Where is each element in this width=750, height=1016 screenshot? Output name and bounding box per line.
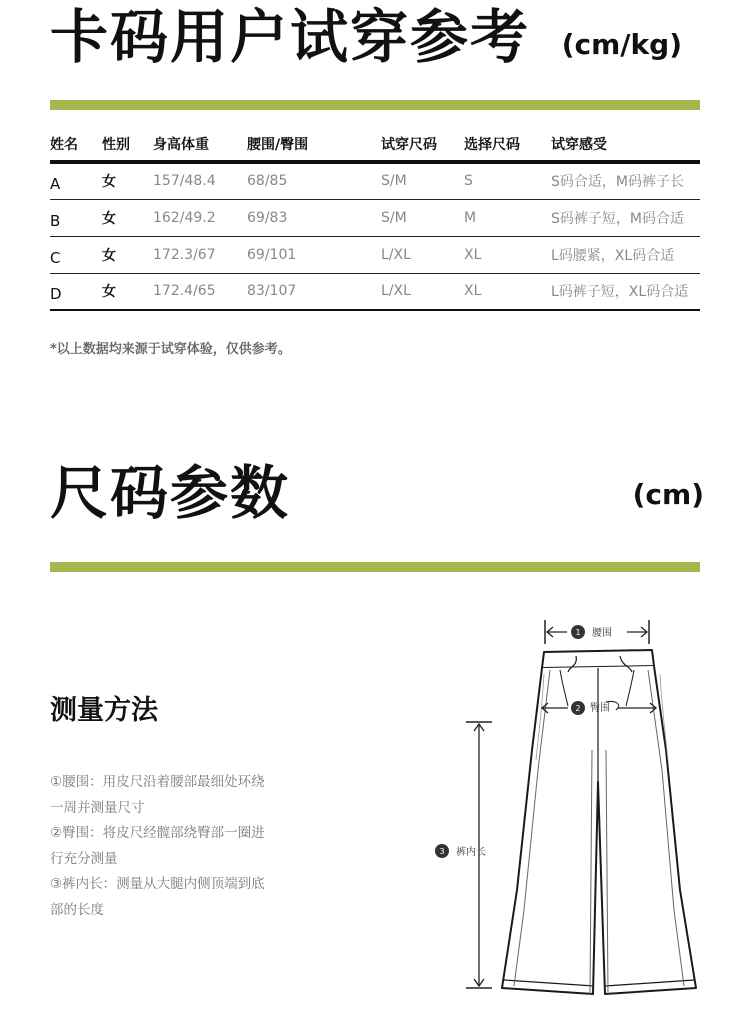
cell-gender: 女 bbox=[102, 199, 153, 236]
cell-height-weight: 162/49.2 bbox=[153, 199, 247, 236]
cell-tried-size: L/XL bbox=[381, 273, 464, 310]
waist-dimension bbox=[545, 620, 649, 644]
cell-feedback: S码裤子短，M码合适 bbox=[551, 199, 700, 236]
header-name: 姓名 bbox=[50, 128, 102, 162]
hip-label: 臀围 bbox=[590, 703, 610, 714]
method-line: ②臀围：将皮尺经髋部绕臀部一圈进 bbox=[50, 825, 265, 841]
header-chosen-size: 选择尺码 bbox=[464, 128, 551, 162]
header-tried-size: 试穿尺码 bbox=[381, 128, 464, 162]
cell-gender: 女 bbox=[102, 236, 153, 273]
cell-name: A bbox=[50, 162, 102, 199]
cell-name: D bbox=[50, 273, 102, 310]
cell-waist-hip: 69/83 bbox=[247, 199, 381, 236]
header-gender: 性别 bbox=[102, 128, 153, 162]
cell-chosen-size: S bbox=[464, 162, 551, 199]
cell-name: B bbox=[50, 199, 102, 236]
inseam-dimension bbox=[435, 722, 492, 988]
method-line: ③裤内长：测量从大腿内侧顶端到底 bbox=[50, 876, 265, 892]
table-row bbox=[50, 199, 700, 236]
inseam-label: 裤内长 bbox=[456, 847, 486, 858]
inseam-number: 3 bbox=[439, 847, 445, 856]
measure-method-text bbox=[50, 770, 300, 923]
size-params-title: 尺码参数 bbox=[50, 459, 291, 527]
table-row bbox=[50, 236, 700, 273]
cell-tried-size: S/M bbox=[381, 199, 464, 236]
cell-waist-hip: 68/85 bbox=[247, 162, 381, 199]
accent-divider-bottom bbox=[50, 562, 700, 572]
fit-reference-table bbox=[50, 128, 700, 311]
cell-height-weight: 172.3/67 bbox=[153, 236, 247, 273]
size-params-unit: (cm) bbox=[632, 478, 704, 511]
cell-tried-size: L/XL bbox=[381, 236, 464, 273]
pants-measurement-diagram bbox=[420, 610, 720, 1010]
cell-tried-size: S/M bbox=[381, 162, 464, 199]
accent-divider-top bbox=[50, 100, 700, 110]
cell-feedback: S码合适，M码裤子长 bbox=[551, 162, 700, 199]
waist-number: 1 bbox=[575, 628, 581, 637]
cell-chosen-size: XL bbox=[464, 236, 551, 273]
cell-gender: 女 bbox=[102, 162, 153, 199]
header-waist-hip: 腰围/臀围 bbox=[247, 128, 381, 162]
cell-gender: 女 bbox=[102, 273, 153, 310]
header-feedback: 试穿感受 bbox=[551, 128, 700, 162]
fit-reference-unit: (cm/kg) bbox=[561, 28, 682, 61]
table-row bbox=[50, 162, 700, 199]
cell-waist-hip: 69/101 bbox=[247, 236, 381, 273]
header-height-weight: 身高体重 bbox=[153, 128, 247, 162]
waist-label: 腰围 bbox=[592, 628, 612, 639]
cell-feedback: L码裤子短，XL码合适 bbox=[551, 273, 700, 310]
measure-method-heading: 测量方法 bbox=[50, 695, 158, 726]
method-line: ①腰围：用皮尺沿着腰部最细处环绕 bbox=[50, 774, 265, 790]
cell-waist-hip: 83/107 bbox=[247, 273, 381, 310]
disclaimer-note: *以上数据均来源于试穿体验，仅供参考。 bbox=[50, 342, 291, 357]
cell-chosen-size: XL bbox=[464, 273, 551, 310]
method-line: 行充分测量 bbox=[50, 850, 118, 867]
method-line: 一周并测量尺寸 bbox=[50, 799, 145, 816]
method-line: 部的长度 bbox=[50, 901, 104, 918]
hip-number: 2 bbox=[575, 704, 581, 713]
cell-chosen-size: M bbox=[464, 199, 551, 236]
pants-icon bbox=[502, 650, 696, 994]
table-row bbox=[50, 273, 700, 310]
fit-reference-title: 卡码用户试穿参考 bbox=[50, 3, 531, 71]
cell-height-weight: 172.4/65 bbox=[153, 273, 247, 310]
cell-height-weight: 157/48.4 bbox=[153, 162, 247, 199]
table-header-row bbox=[50, 128, 700, 162]
cell-name: C bbox=[50, 236, 102, 273]
cell-feedback: L码腰紧，XL码合适 bbox=[551, 236, 700, 273]
